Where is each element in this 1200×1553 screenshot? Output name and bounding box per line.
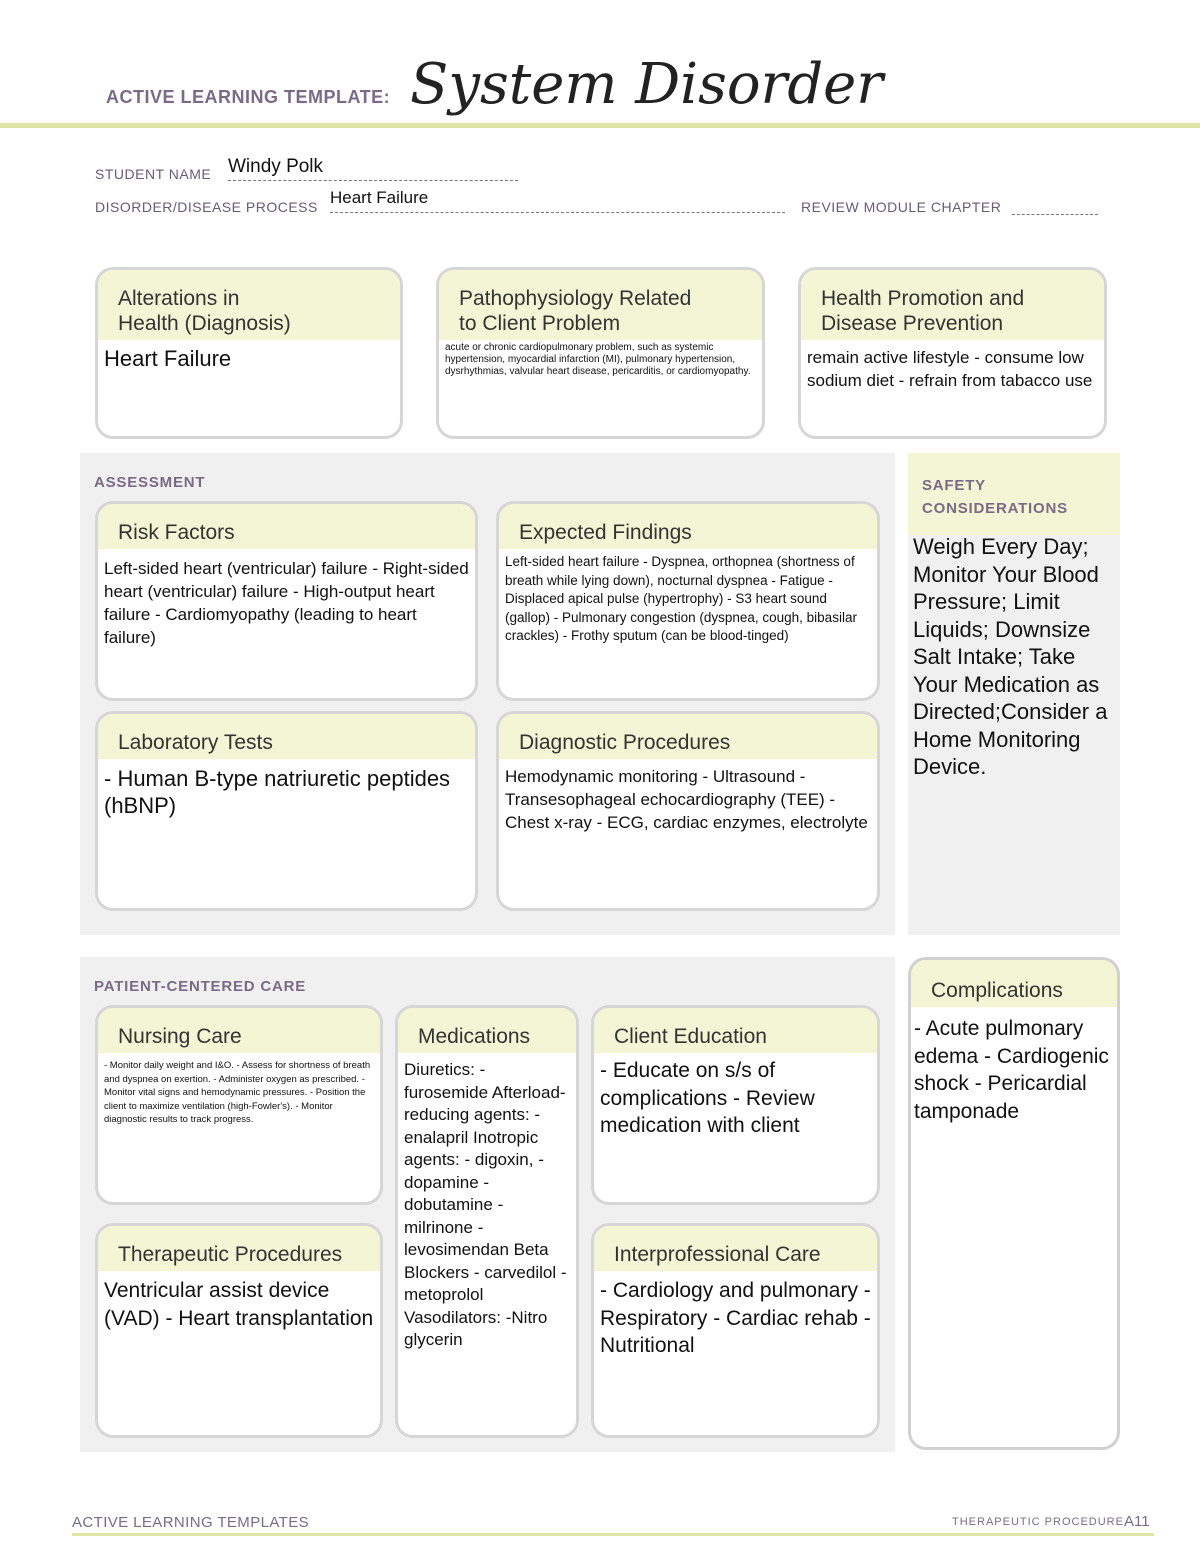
alterations-box: [95, 267, 403, 439]
alterations-title-line2: Health (Diagnosis): [118, 312, 291, 335]
risk-factors-title: Risk Factors: [98, 504, 475, 549]
diagnostic-procedures-box: [496, 711, 880, 911]
diagnostic-procedures-title: Diagnostic Procedures: [499, 714, 877, 759]
nursing-care-title: Nursing Care: [98, 1008, 380, 1053]
health-promotion-title-line2: Disease Prevention: [821, 312, 1004, 335]
lab-tests-box: [95, 711, 478, 911]
risk-factors-body[interactable]: Left-sided heart (ventricular) failure - Right-sided heart (ventricular) failure - High-output heart failure - Cardiomyopathy (leading to heart failure): [104, 559, 469, 647]
footer-left: ACTIVE LEARNING TEMPLATES: [72, 1514, 309, 1531]
lab-tests-title: Laboratory Tests: [98, 714, 475, 759]
pathophysiology-title-line1: Pathophysiology Related: [459, 287, 692, 310]
medications-box: [395, 1005, 579, 1438]
complications-box: [908, 957, 1120, 1450]
student-name-label: STUDENT NAME: [95, 166, 212, 182]
complications-title: Complications: [911, 960, 1117, 1007]
client-education-body[interactable]: - Educate on s/s of complications - Review medication with client: [600, 1059, 815, 1137]
diagnostic-procedures-body[interactable]: Hemodynamic monitoring - Ultrasound - Transesophageal echocardiography (TEE) - Chest x-ray - ECG, cardiac enzymes, electrolyte: [505, 767, 868, 832]
therapeutic-procedures-body[interactable]: Ventricular assist device (VAD) - Heart transplantation: [104, 1279, 374, 1330]
therapeutic-procedures-title: Therapeutic Procedures: [98, 1226, 380, 1271]
disorder-label: DISORDER/DISEASE PROCESS: [95, 199, 318, 215]
assessment-title: ASSESSMENT: [94, 474, 206, 491]
nursing-care-box: [95, 1005, 383, 1205]
footer-page-number: A11: [1124, 1513, 1150, 1530]
medications-body[interactable]: Diuretics: - furosemide Afterload-reducing agents: - enalapril Inotropic agents: - digoxin, - dopamine - dobutamine - milrinone - levosimendan Beta Blockers - carvedilol - metoprolol Vasodilators: -Nitro glycerin: [404, 1060, 567, 1349]
header-rule: [0, 123, 1200, 128]
pathophysiology-box: [436, 267, 765, 439]
health-promotion-title-line1: Health Promotion and: [821, 287, 1025, 310]
health-promotion-body[interactable]: remain active lifestyle - consume low sodium diet - refrain from tabacco use: [807, 348, 1093, 390]
interprofessional-care-body[interactable]: - Cardiology and pulmonary - Respiratory - Cardiac rehab - Nutritional: [600, 1279, 871, 1357]
health-promotion-title: [801, 270, 1104, 340]
student-name-value: Windy Polk: [228, 156, 324, 177]
client-education-box: [591, 1005, 880, 1205]
medications-title: Medications: [398, 1008, 576, 1053]
alterations-title-line1: Alterations in: [118, 287, 240, 310]
student-name-field[interactable]: [228, 156, 518, 181]
risk-factors-box: [95, 501, 478, 701]
expected-findings-box: [496, 501, 880, 701]
patient-care-title: PATIENT-CENTERED CARE: [94, 978, 307, 995]
nursing-care-body[interactable]: - Monitor daily weight and I&O. - Assess for shortness of breath and dyspnea on exertion. - Administer oxygen as prescribed. - Monitor vital signs and hemodynamic pressures. - Position the client to maximize ventilation (high-Fowler's). - Monitor diagnostic results to track progress.: [104, 1060, 371, 1125]
interprofessional-care-box: [591, 1223, 880, 1438]
page-title: System Disorder: [410, 52, 884, 117]
safety-body[interactable]: Weigh Every Day; Monitor Your Blood Pressure; Limit Liquids; Downsize Salt Intake; Take Your Medication as Directed;Consider a Home Monitoring Device.: [913, 534, 1108, 779]
footer-right: THERAPEUTIC PROCEDURE: [952, 1516, 1124, 1528]
template-label: ACTIVE LEARNING TEMPLATE:: [106, 87, 391, 107]
complications-body[interactable]: - Acute pulmonary edema - Cardiogenic shock - Pericardial tamponade: [914, 1017, 1109, 1123]
pathophysiology-title-line2: to Client Problem: [459, 312, 621, 335]
lab-tests-body[interactable]: - Human B-type natriuretic peptides (hBNP): [104, 766, 451, 818]
footer-rule: [72, 1533, 1154, 1536]
client-education-title: Client Education: [594, 1008, 877, 1053]
therapeutic-procedures-box: [95, 1223, 383, 1438]
expected-findings-title: Expected Findings: [499, 504, 877, 549]
pathophysiology-title: [439, 270, 762, 340]
review-module-label: REVIEW MODULE CHAPTER: [801, 199, 1002, 215]
interprofessional-care-title: Interprofessional Care: [594, 1226, 877, 1271]
disorder-value: Heart Failure: [330, 188, 429, 207]
safety-title: [922, 474, 1068, 520]
safety-title-line2: CONSIDERATIONS: [922, 500, 1068, 517]
review-module-field[interactable]: [1012, 200, 1098, 215]
alterations-body[interactable]: Heart Failure: [104, 346, 232, 371]
health-promotion-box: [798, 267, 1107, 439]
expected-findings-body[interactable]: Left-sided heart failure - Dyspnea, orthopnea (shortness of breath while lying down), nocturnal dyspnea - Fatigue - Displaced apical pulse (hypertrophy) - S3 heart sound (gallop) - Pulmonary congestion (dyspnea, cough, bibasilar crackles) - Frothy sputum (can be blood-tinged): [505, 554, 857, 643]
safety-title-line1: SAFETY: [922, 477, 986, 494]
disorder-field[interactable]: [330, 188, 785, 213]
alterations-title: [98, 270, 400, 340]
pathophysiology-body[interactable]: acute or chronic cardiopulmonary problem, such as systemic hypertension, myocardial infarction (MI), pulmonary hypertension, dysrhythmias, valvular heart disease, pericarditis, or cardiomyopathy.: [445, 342, 751, 377]
